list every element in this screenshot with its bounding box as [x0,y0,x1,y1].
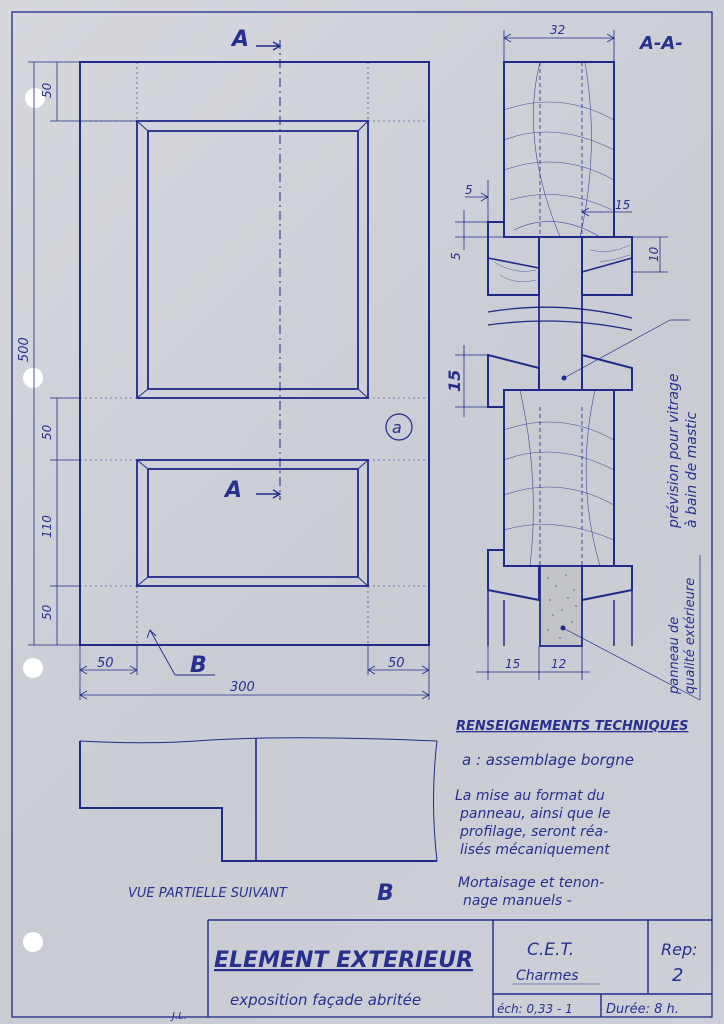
dim-section-15c: 15 [505,657,521,671]
tech-note1-line3: profilage, seront réa- [460,824,609,840]
profile-upper-left [488,222,539,295]
dim-section-15b: 15 [445,369,464,392]
dim-section-12: 12 [551,657,567,671]
dim-section-5a: 5 [465,183,473,197]
technical-notes [455,719,688,909]
profile-lower-right [582,566,632,600]
tech-note2-line1: Mortaisage et tenon- [458,875,605,891]
front-view [17,27,429,700]
title-block [170,920,712,1022]
dim-total-width: 300 [230,680,255,695]
profile-mid-right [582,355,632,390]
section-marker-bottom: A [225,478,243,503]
title-rep-value: 2 [672,965,684,986]
glazing-rebate [539,237,582,390]
tech-note1-line1: La mise au format du [455,788,605,804]
title-subtitle: exposition façade abritée [230,991,422,1009]
door-outline [80,62,429,645]
partial-view-marker: B [377,881,394,906]
dim-section-10: 10 [647,246,661,262]
tech-heading: RENSEIGNEMENTS TECHNIQUES [456,719,689,734]
dim-bottom-rail: 50 [40,604,54,620]
dim-section-15a: 15 [615,198,631,212]
binder-hole [23,932,43,952]
note-glazing-1: prévision pour vitrage [666,373,682,528]
sheet-border [12,12,712,1017]
dim-mid-rail: 50 [40,424,54,440]
upper-panel-inner [148,131,358,389]
section-marker-top: A [232,27,250,52]
dim-section-5b: 5 [449,252,463,260]
note-glazing-2: à bain de mastic [684,411,700,528]
dim-right-stile: 50 [388,656,405,671]
note-panel-1: panneau de [667,616,682,694]
partial-view-b [80,738,437,906]
title-duration: Durée: 8 h. [606,1002,679,1017]
dim-total-height: 500 [17,337,32,362]
title-school: C.E.T. [527,940,575,960]
author-initials: J.L. [172,1011,187,1022]
partial-outline [80,741,437,861]
title-main: ELEMENT EXTERIEUR [214,948,474,973]
tech-note1-line4: lisés mécaniquement [460,842,610,858]
title-rep-label: Rep: [661,940,698,959]
title-town: Charmes [516,968,579,984]
note-panel-2: qualité extérieure [683,577,698,694]
stile-upper [504,62,614,237]
rail-middle [504,390,614,566]
tech-note2-line2: nage manuels - [463,893,572,909]
upper-panel-outer [137,121,368,398]
dim-lower-panel: 110 [40,515,54,538]
binder-hole [23,658,43,678]
tech-item-a: a : assemblage borgne [462,751,634,769]
binder-hole [23,368,43,388]
profile-upper-right [582,237,632,295]
profile-lower-left [488,550,539,600]
section-title: A-A- [640,33,683,54]
joint-circle-label: a [392,418,402,437]
lower-panel-outer [137,460,368,586]
tech-note1-line2: panneau, ainsi que le [460,806,611,822]
title-scale: éch: 0,33 - 1 [497,1002,573,1016]
partial-view-label: VUE PARTIELLE SUIVANT [128,886,287,901]
dim-left-stile: 50 [97,656,114,671]
section-view [445,23,700,700]
dim-top-rail: 50 [40,82,54,98]
dim-section-width: 32 [550,23,566,37]
profile-mid-left [488,355,539,407]
detail-marker-b: B [190,653,207,678]
lower-panel-inner [148,469,358,577]
